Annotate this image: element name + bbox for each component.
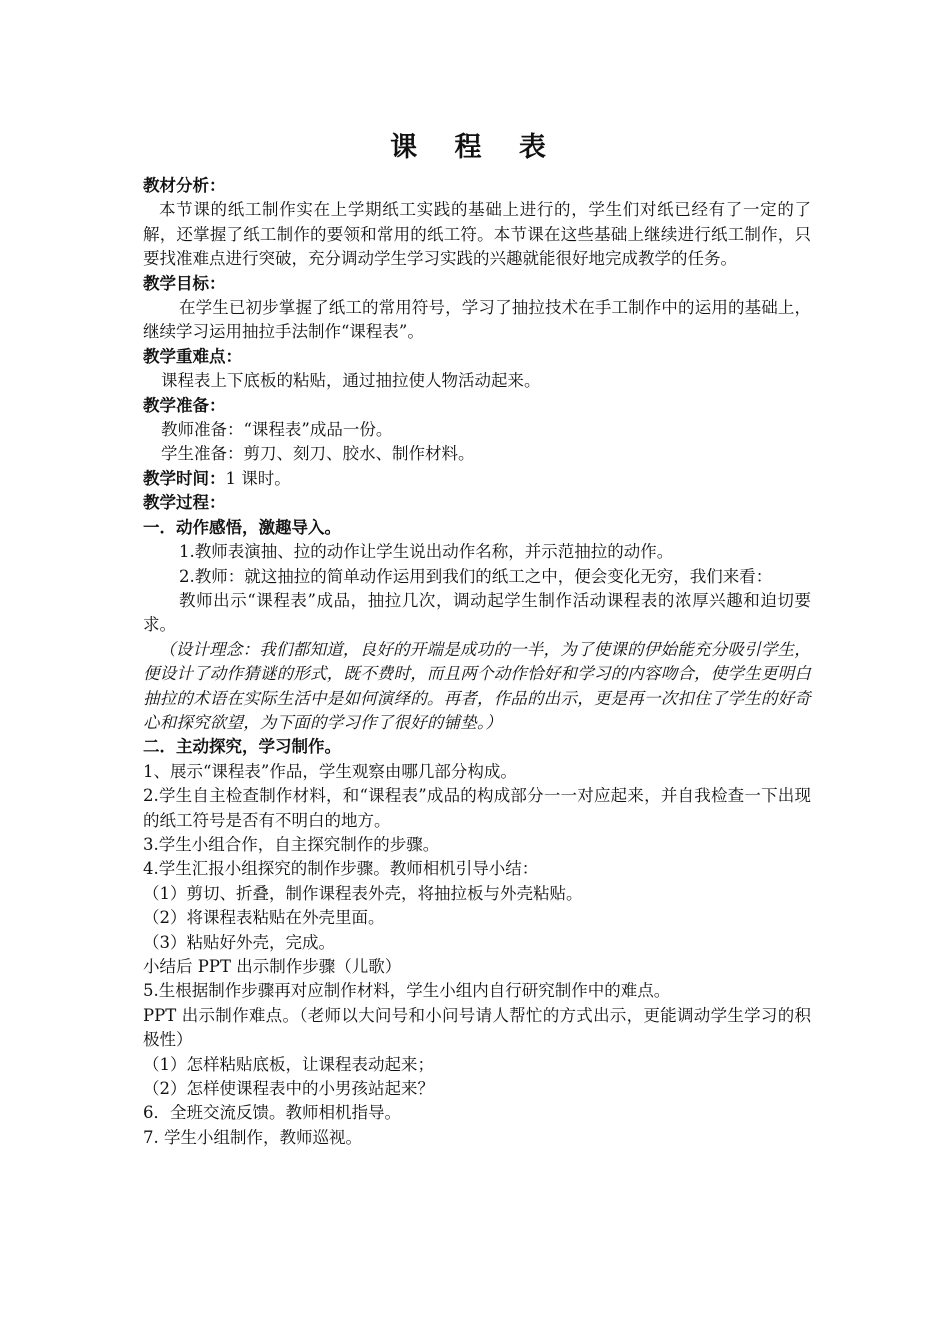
part2-line: 3.学生小组合作，自主探究制作的步骤。 xyxy=(143,834,440,854)
part2-line: （3）粘贴好外壳，完成。 xyxy=(143,932,335,952)
part2-line: 小结后 PPT 出示制作步骤（儿歌） xyxy=(143,957,402,976)
part2-line: 4.学生汇报小组探究的制作步骤。教师相机引导小结： xyxy=(143,859,539,879)
analysis-text: 本节课的纸工制作实在上学期纸工实践的基础上进行的，学生们对纸已经有了一定的了解，还掌握了纸工制作的要领和常用的纸工符。本节课在这些基础上继续进行纸工制作，只要找准难点进行突破，充分调动学生学习实践的兴趣就能很好地完成教学的任务。 xyxy=(143,200,811,269)
part2-line: 1、展示“课程表”作品，学生观察由哪几部分构成。 xyxy=(143,761,517,781)
key-points-heading: 教学重难点： xyxy=(143,346,242,366)
document-body xyxy=(143,174,811,1150)
part2-line: 7. 学生小组制作，教师巡视。 xyxy=(143,1127,362,1147)
part2-line: 2.学生自主检查制作材料，和“课程表”成品的构成部分一一对应起来，并自我检查一下出现的纸工符号是否有不明白的地方。 xyxy=(143,786,811,830)
part2-line: 5.生根据制作步骤再对应制作材料，学生小组内自行研究制作中的难点。 xyxy=(143,981,671,1001)
part2-line: （1）剪切、折叠，制作课程表外壳，将抽拉板与外壳粘贴。 xyxy=(143,883,583,903)
part2-line: （2）怎样使课程表中的小男孩站起来？ xyxy=(143,1079,434,1099)
goal-heading: 教学目标： xyxy=(143,273,226,293)
time-heading: 教学时间： xyxy=(143,468,226,488)
part1-item1: 1.教师表演抽、拉的动作让学生说出动作名称，并示范抽拉的动作。 xyxy=(179,542,674,562)
part1-heading: 一．动作感悟，激趣导入。 xyxy=(143,517,341,537)
analysis-heading: 教材分析： xyxy=(143,176,226,195)
part2-line: （1）怎样粘贴底板，让课程表动起来； xyxy=(143,1054,434,1074)
part1-item2: 2.教师：就这抽拉的简单动作运用到我们的纸工之中，便会变化无穷，我们来看： xyxy=(179,566,773,586)
part2-line: （2）将课程表粘贴在外壳里面。 xyxy=(143,908,385,928)
process-heading: 教学过程： xyxy=(143,493,226,513)
design-note: （设计理念：我们都知道，良好的开端是成功的一半，为了使课的伊始能充分吸引学生，便设计了动作猜谜的形式，既不费时，而且两个动作恰好和学习的内容吻合，使学生更明白抽拉的术语在实际生活中是如何演绎的。再者，作品的出示，更是再一次扣住了学生的好奇心和探究欲望，为下面的学习作了很好的铺垫。） xyxy=(143,639,811,732)
part2-line: 6．全班交流反馈。教师相机指导。 xyxy=(143,1103,401,1123)
preparation-student: 学生准备：剪刀、刻刀、胶水、制作材料。 xyxy=(161,444,475,464)
part2-line: PPT 出示制作难点。（老师以大问号和小问号请人帮忙的方式出示，更能调动学生学习的积极性） xyxy=(143,1005,811,1050)
part1-item3: 教师出示“课程表”成品，抽拉几次，调动起学生制作活动课程表的浓厚兴趣和迫切要求。 xyxy=(143,590,811,635)
time-line xyxy=(143,467,811,491)
key-points-text: 课程表上下底板的粘贴，通过抽拉使人物活动起来。 xyxy=(161,371,541,391)
preparation-heading: 教学准备： xyxy=(143,395,226,415)
part2-heading: 二．主动探究，学习制作。 xyxy=(143,737,341,757)
preparation-teacher: 教师准备：“课程表”成品一份。 xyxy=(161,420,393,440)
time-text: 1 课时。 xyxy=(225,468,291,488)
goal-text: 在学生已初步掌握了纸工的常用符号，学习了抽拉技术在手工制作中的运用的基础上，继续学习运用抽拉手法制作“课程表”。 xyxy=(143,298,811,342)
page-title: 课 程 表 xyxy=(390,132,560,163)
